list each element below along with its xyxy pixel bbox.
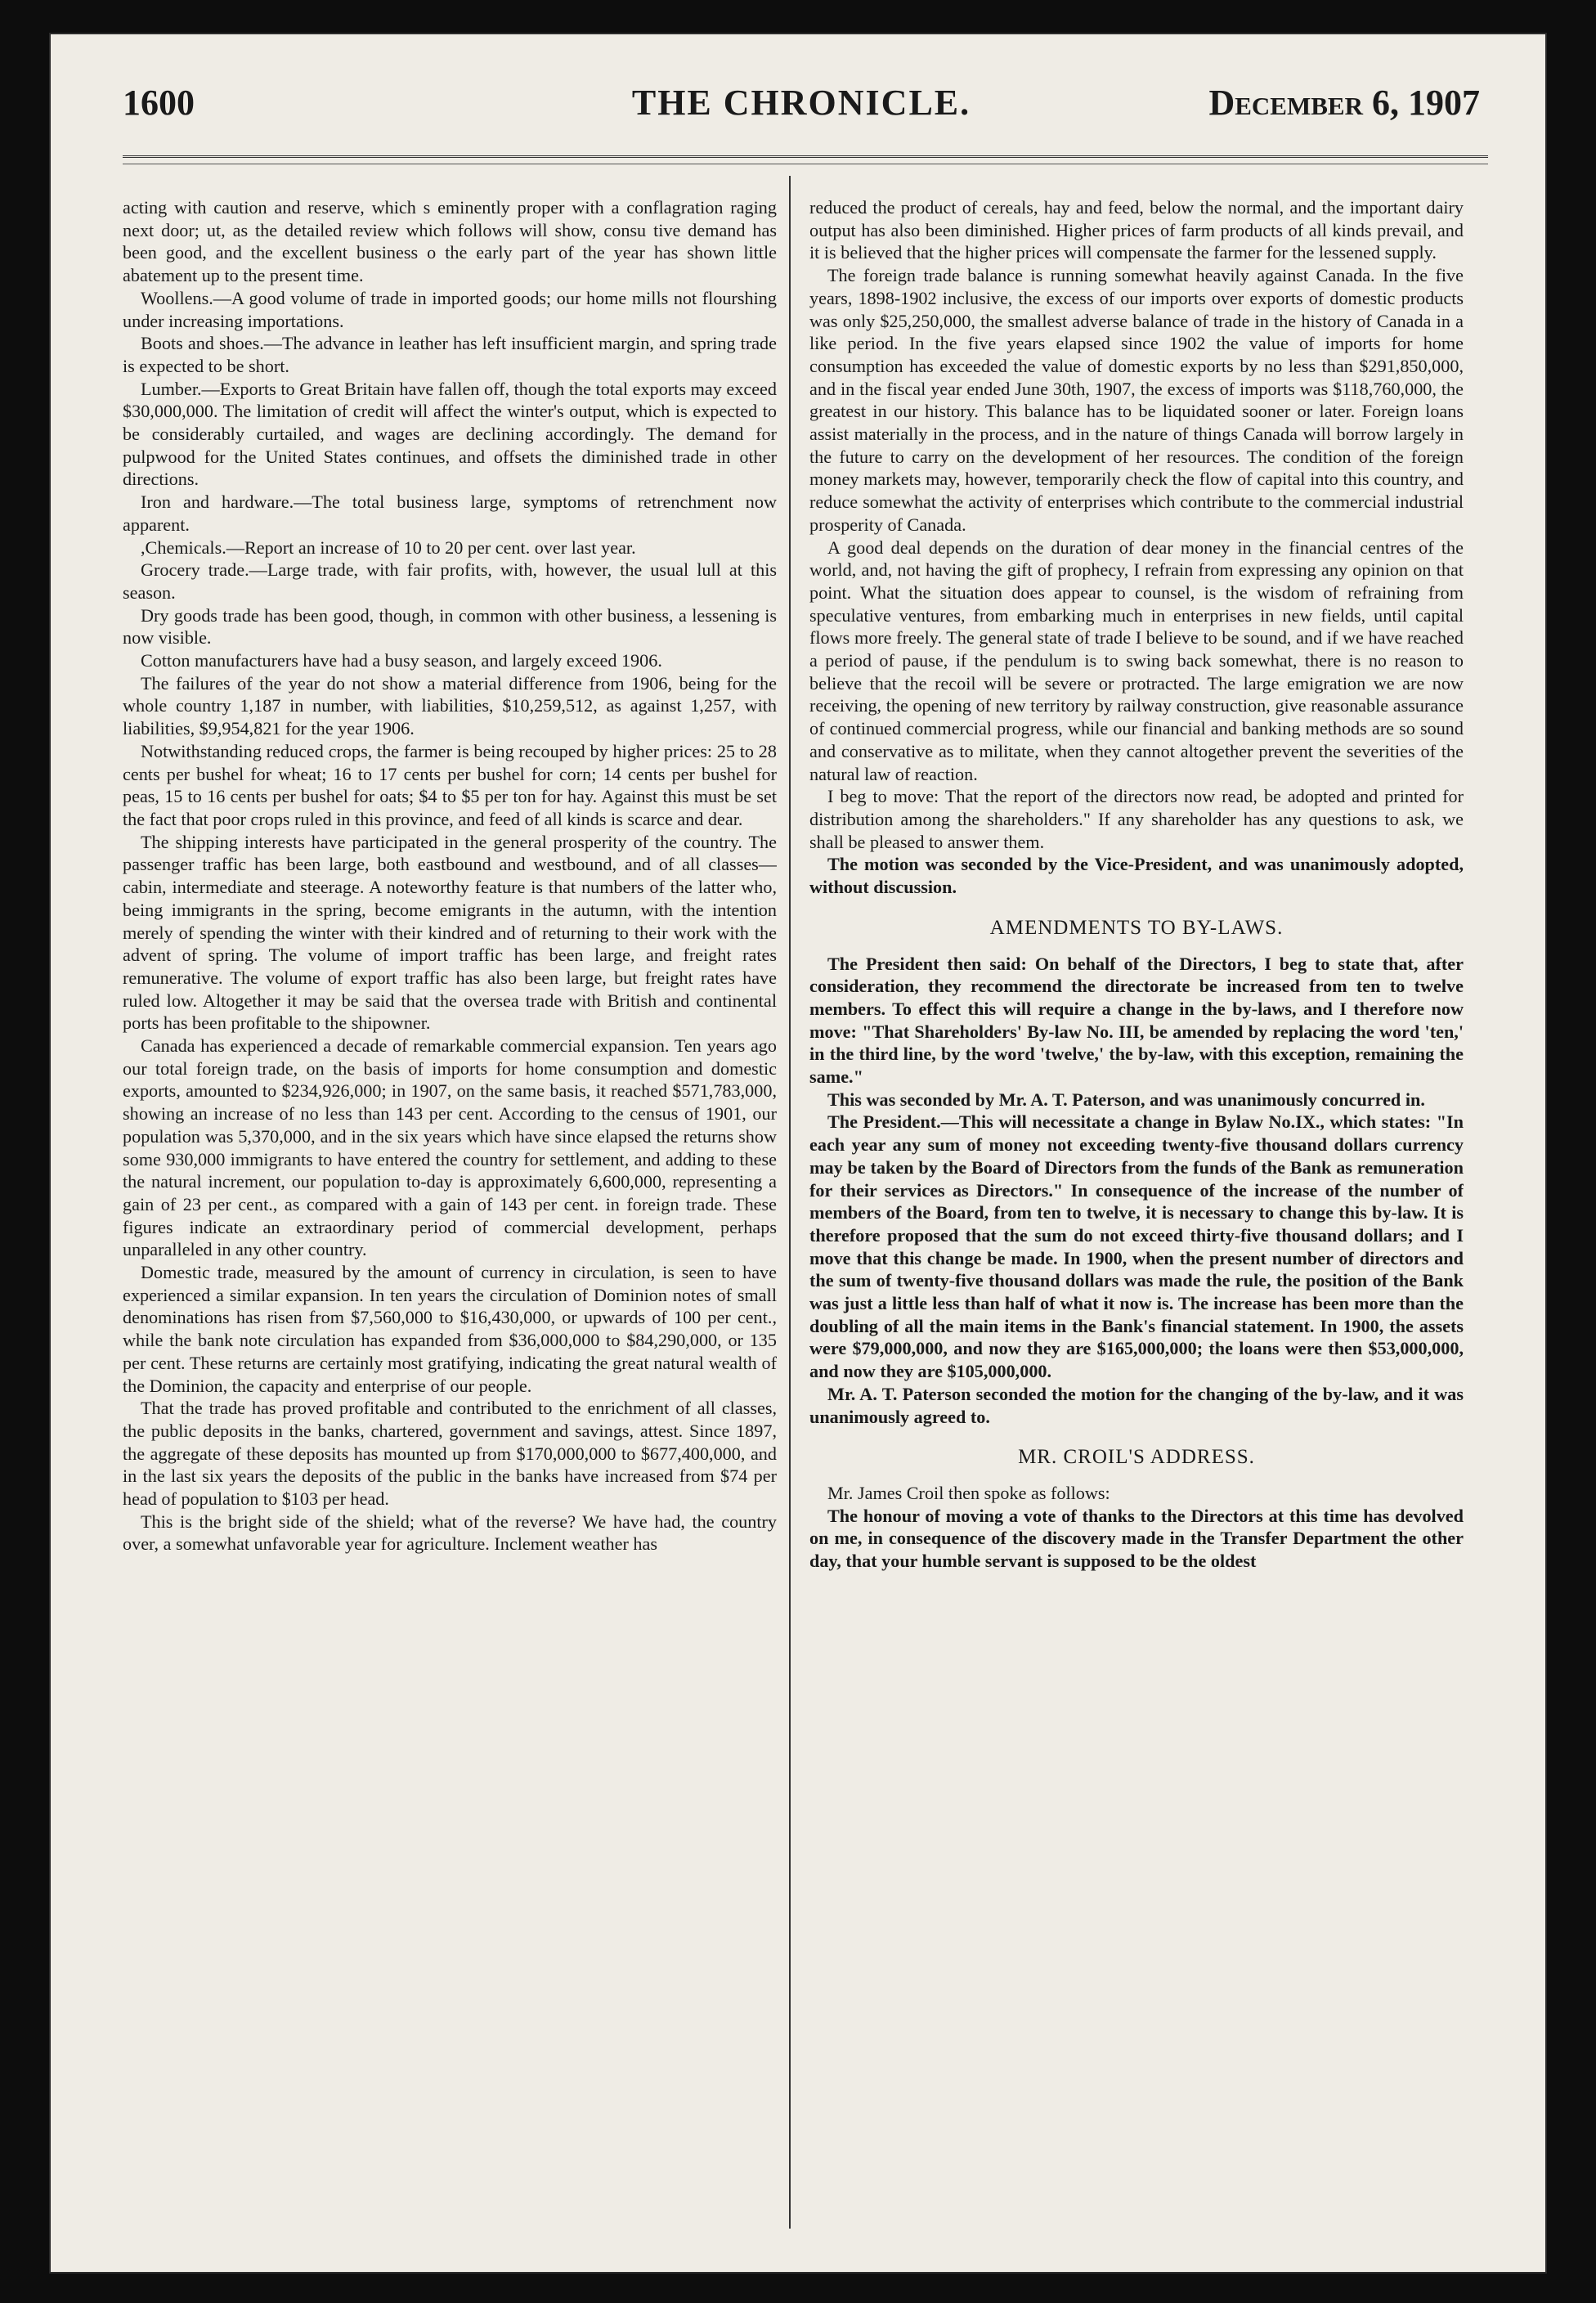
paragraph: ,Chemicals.—Report an increase of 10 to 20 per cent. over last year.: [141, 536, 636, 558]
paragraph: Lumber.—Exports to Great Britain have fallen off, though the total exports may exceed $30,000,000. The limitation of credit will affect the winter's output, which is expected to be considerably curtailed, and wages are declining accordingly. The demand for pulpwood for the United States continues, and offsets the diminished trade in other directions.: [123, 378, 777, 490]
paragraph: The shipping interests have participated in the general prosperity of the country. The passenger traffic has been large, both eastbound and westbound, and of all classes—cabin, intermediate and steerage. A noteworthy feature is that numbers of the latter who, being immigrants in the spring, become emigrants in the autumn, with the intention merely of spending the winter with their kindred and of returning to their work with the advent of spring. The volume of import traffic has been large, and freight rates remunerative. The volume of export traffic has also been large, but freight rates have ruled low. Altogether it may be said that the oversea trade with British and continental ports has been profitable to the shipowner.: [123, 831, 777, 1034]
paragraph: The failures of the year do not show a material difference from 1906, being for the whole country 1,187 in number, with liabilities, $10,259,512, as against 1,257, with liabilities, $9,954,821 for the year 1906.: [123, 672, 777, 739]
left-column: [123, 196, 777, 2224]
header-rule: [123, 155, 1488, 158]
paragraph: acting with caution and reserve, which s eminently proper with a conflagration raging next door; ut, as the detailed review which follows will show, consu tive demand has been good, and the excellent business o the early part of the year has shown little abatement up to the present time.: [123, 197, 777, 286]
paragraph: reduced the product of cereals, hay and feed, below the normal, and the important dairy output has also been diminished. Higher prices of farm products of all kinds prevail, and it is believed that the higher prices will compensate the farmer for the lessened supply.: [809, 197, 1464, 263]
paragraph: The President then said: On behalf of the Directors, I beg to state that, after consideration, they recommend the directorate be increased from ten to twelve members. To effect this will require a change in the by-laws, and I therefore now move: "That Shareholders' By-law No. III, be amended by replacing the word 'ten,' in the third line, by the word 'twelve,' the by-law, with this exception, remaining the same.": [809, 953, 1464, 1088]
column-divider: [789, 176, 791, 2229]
paragraph: The honour of moving a vote of thanks to the Directors at this time has devolved on me, in consequence of the discovery made in the Transfer Department the other day, that your humble servant is supposed to be the oldest: [809, 1505, 1464, 1572]
publication-title: THE CHRONICLE.: [631, 83, 971, 123]
paragraph: The President.—This will necessitate a change in Bylaw No.IX., which states: "In each year any sum of money not exceeding twenty-five thousand dollars currency may be taken by the Board of Directors from the funds of the Bank as remuneration for their services as Directors." In consequence of the increase of the number of members of the Board, from ten to twelve, it is necessary to change this by-law. It is therefore proposed that the sum do not exceed thirty-five thousand dollars; and I move that this change be made. In 1900, when the present number of directors and the sum of twenty-five thousand dollars was made the rule, the position of the Bank was just a little less than half of what it now is. The increase has been more than the doubling of all the main items in the Bank's financial statement. In 1900, the assets were $79,000,000, and now they are $165,000,000; the loans were then $53,000,000, and now they are $105,000,000.: [809, 1111, 1464, 1382]
paragraph: That the trade has proved profitable and contributed to the enrichment of all classes, the public deposits in the banks, chartered, government and savings, attest. Since 1897, the aggregate of these deposits has mounted up from $170,000,000 to $677,400,000, and in the last six years the deposits of the public in the banks have increased from $74 per head of population to $103 per head.: [123, 1398, 777, 1510]
paragraph: Canada has experienced a decade of remarkable commercial expansion. Ten years ago our total foreign trade, on the basis of imports for home consumption and domestic exports, amounted to $234,926,000; in 1907, on the same basis, it reached $571,783,000, showing an increase of no less than 143 per cent. According to the census of 1901, our population was 5,370,000, and in the six years which have since elapsed the returns show some 930,000 immigrants to have entered the country for settlement, and adding to these the natural increment, our population to-day is approximately 6,600,000, representing a gain of 23 per cent., as compared with a gain of 143 per cent. in foreign trade. These figures indicate an extraordinary period of commercial development, perhaps unparalleled in any other country.: [123, 1035, 777, 1260]
section-heading-croil-address: MR. CROIL'S ADDRESS.: [1018, 1446, 1255, 1469]
paragraph: The foreign trade balance is running somewhat heavily against Canada. In the five years, 1898-1902 inclusive, the excess of our imports over exports of domestic products was only $25,250,000, the smallest adverse balance of trade in the history of Canada in a like period. In the five years elapsed since 1902 the value of imports for home consumption has exceeded the value of domestic exports by no less than $291,850,000, and in the fiscal year ended June 30th, 1907, the excess of imports was $118,760,000, the greatest in our history. This balance has to be liquidated sooner or later. Foreign loans assist materially in the process, and in the nature of things Canada will borrow largely in the future to carry on the development of her resources. The condition of the foreign money markets may, however, temporarily check the flow of capital into this country, and reduce somewhat the activity of enterprises which contribute to the commercial industrial prosperity of Canada.: [809, 265, 1464, 535]
paragraph: Woollens.—A good volume of trade in imported goods; our home mills not flourshing under increasing importations.: [123, 287, 777, 331]
paragraph: Dry goods trade has been good, though, in common with other business, a lessening is now visible.: [123, 604, 777, 649]
paragraph: Cotton manufacturers have had a busy season, and largely exceed 1906.: [141, 650, 662, 671]
paragraph: This is the bright side of the shield; what of the reverse? We have had, the country over, a somewhat unfavorable year for agriculture. Inclement weather has: [123, 1511, 777, 1555]
right-column: [809, 196, 1464, 2224]
newspaper-page: [49, 33, 1547, 2274]
paragraph: Mr. James Croil then spoke as follows:: [827, 1482, 1110, 1503]
page-number: 1600: [123, 83, 195, 123]
paragraph: A good deal depends on the duration of dear money in the financial centres of the world, and, not having the gift of prophecy, I refrain from expressing any opinion on that point. What the situation does appear to counsel, is the wisdom of refraining from speculative ventures, from embarking much in enterprises in new fields, until capital flows more freely. The general state of trade I believe to be sound, and if we have reached a period of pause, if the pendulum is to swing back somewhat, there is no reason to believe that the recoil will be severe or protracted. The large emigration we are now receiving, the opening of new territory by railway construction, give reasonable assurance of continued commercial progress, while our financial and banking methods are so sound and conservative as to militate, when they cannot altogether prevent the severities of the natural law of reaction.: [809, 536, 1464, 784]
paragraph: Iron and hardware.—The total business large, symptoms of retrenchment now apparent.: [123, 492, 777, 535]
issue-date: December 6, 1907: [1208, 83, 1480, 123]
paragraph: This was seconded by Mr. A. T. Paterson, and was unanimously concurred in.: [827, 1089, 1425, 1110]
paragraph: I beg to move: That the report of the directors now read, be adopted and printed for distribution among the shareholders." If any shareholder has any questions to ask, we shall be pleased to answer them.: [809, 786, 1464, 852]
paragraph: Notwithstanding reduced crops, the farmer is being recouped by higher prices: 25 to 28 cents per bushel for wheat; 16 to 17 cents per bushel for corn; 14 cents per bushel for peas, 15 to 16 cents per bushel for oats; $4 to $5 per ton for hay. Against this must be set the fact that poor crops ruled in this province, and feed of all kinds is scarce and dear.: [123, 740, 777, 829]
paragraph: Domestic trade, measured by the amount of currency in circulation, is seen to have experienced a similar expansion. In ten years the circulation of Dominion notes of small denominations has risen from $7,560,000 to $16,430,000, or upwards of 100 per cent., while the bank note circulation has expanded from $36,000,000 to $84,290,000, or 135 per cent. These returns are certainly most gratifying, indicating the great natural wealth of the Dominion, the capacity and enterprise of our people.: [123, 1262, 777, 1396]
paragraph: Mr. A. T. Paterson seconded the motion for the changing of the by-law, and it was unanimously agreed to.: [809, 1383, 1464, 1427]
paragraph: Boots and shoes.—The advance in leather has left insufficient margin, and spring trade is expected to be short.: [123, 333, 777, 376]
section-heading-amendments: AMENDMENTS TO BY-LAWS.: [989, 916, 1284, 939]
paragraph: The motion was seconded by the Vice-President, and was unanimously adopted, without discussion.: [809, 854, 1464, 898]
page-header: [123, 82, 1480, 155]
paragraph: Grocery trade.—Large trade, with fair profits, with, however, the usual lull at this season.: [123, 559, 777, 603]
